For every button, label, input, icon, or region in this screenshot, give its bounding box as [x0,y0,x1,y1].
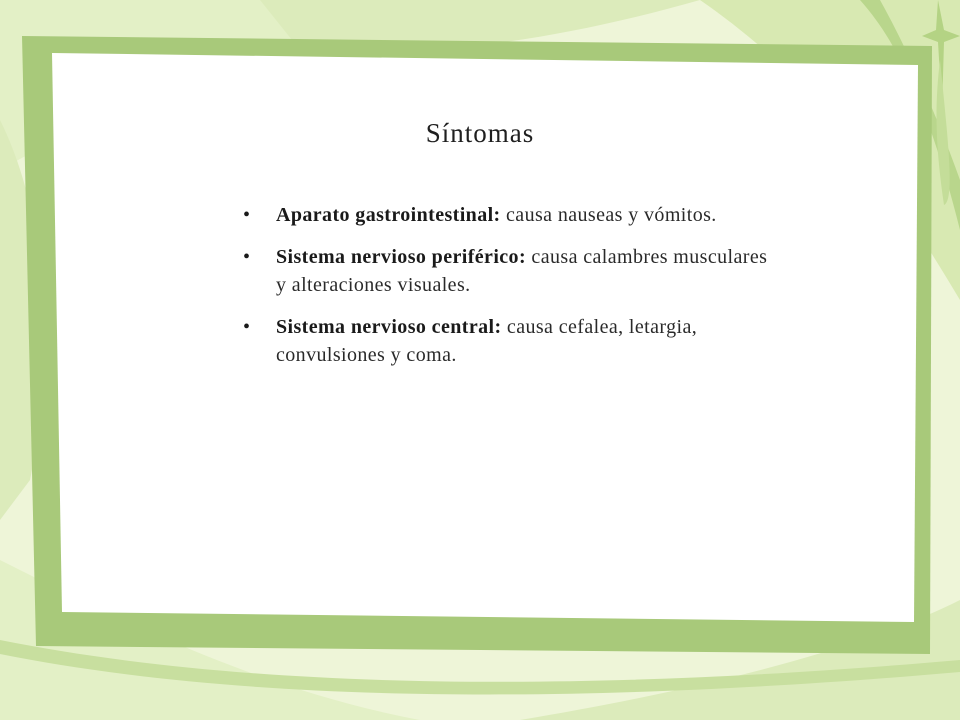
bullet-term: Aparato gastrointestinal: [276,204,501,226]
bullet-text: causa calambres musculares y alteraciones visuales. [276,246,768,296]
bullet-text: causa nauseas y vómitos. [500,204,717,226]
bullet-icon: • [243,316,251,338]
slide-title: Síntomas [425,118,535,148]
bullet-term: Sistema nervioso central: [276,316,502,338]
bullet-term: Sistema nervioso periférico: [276,246,527,268]
bullet-icon: • [243,246,251,268]
bullet-text: causa cefalea, letargia, convulsiones y coma. [276,316,698,366]
list-item [240,313,780,369]
list-item [240,201,780,229]
bullet-list [240,201,780,383]
list-item [240,243,780,299]
bullet-icon: • [243,204,251,226]
